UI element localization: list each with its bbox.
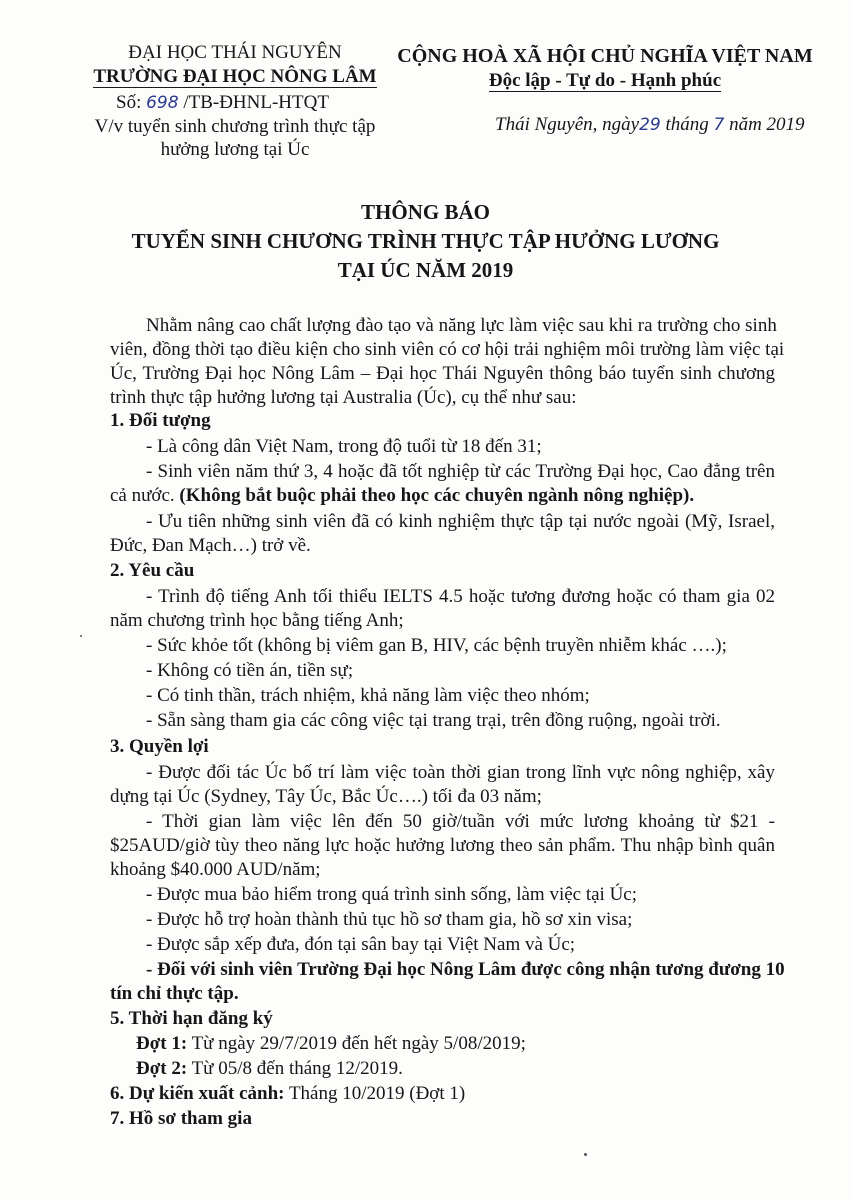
section-2-heading: 2. Yêu cầu [110, 560, 195, 581]
section-2-item-1a: - Trình độ tiếng Anh tối thiểu IELTS 4.5 hoặc tương đương hoặc có tham gia 02 [146, 586, 775, 607]
national-motto: CỘNG HOÀ XÃ HỘI CHỦ NGHĨA VIỆT NAM [397, 45, 813, 67]
title-line-1: THÔNG BÁO [361, 200, 490, 224]
section-1-item-2a: - Sinh viên năm thứ 3, 4 hoặc đã tốt nghiệp từ các Trường Đại học, Cao đẳng trên [146, 461, 775, 482]
scan-speck [80, 635, 82, 637]
national-motto-sub: Độc lập - Tự do - Hạnh phúc [488, 70, 722, 91]
section-3-item-6b: tín chỉ thực tập. [110, 983, 239, 1004]
document-number: Số: 698 /TB-ĐHNL-HTQT [116, 92, 329, 113]
section-6-heading: 6. Dự kiến xuất cảnh: [110, 1083, 285, 1104]
section-1-item-1: - Là công dân Việt Nam, trong độ tuổi từ 18 đến 31; [146, 436, 542, 457]
subject-line-1: V/v tuyển sinh chương trình thực tập [94, 116, 376, 137]
intro-line-1: Nhằm nâng cao chất lượng đào tạo và năng lực làm việc sau khi ra trường cho sinh [146, 315, 777, 336]
section-2-item-2: - Sức khỏe tốt (không bị viêm gan B, HIV, các bệnh truyền nhiễm khác ….); [146, 635, 727, 656]
intro-line-4: trình thực tập hưởng lương tại Australia (Úc), cụ thể như sau: [110, 387, 577, 408]
handwritten-number: 698 [146, 93, 179, 113]
title-line-2: TUYỂN SINH CHƯƠNG TRÌNH THỰC TẬP HƯỞNG LƯƠNG [131, 229, 720, 253]
section-3-item-2b: $25AUD/giờ tùy theo năng lực hoặc hưởng lương theo sản phẩm. Thu nhập bình quân [110, 835, 775, 856]
section-3-item-3: - Được mua bảo hiểm trong quá trình sinh sống, làm việc tại Úc; [146, 884, 638, 905]
scan-speck [584, 1153, 587, 1156]
university-name: ĐẠI HỌC THÁI NGUYÊN [128, 42, 342, 63]
section-3-item-6a: - Đối với sinh viên Trường Đại học Nông Lâm được công nhận tương đương 10 [146, 959, 785, 980]
section-1-item-3b: Đức, Đan Mạch…) trở về. [110, 535, 311, 556]
registration-round-2: Đợt 2: Từ 05/8 đến tháng 12/2019. [136, 1058, 403, 1079]
section-2-item-1b: năm chương trình học bằng tiếng Anh; [110, 610, 404, 631]
section-1-note-bold: (Không bắt buộc phải theo học các chuyên ngành nông nghiệp). [179, 485, 695, 506]
section-3-item-4: - Được hỗ trợ hoàn thành thủ tục hồ sơ tham gia, hồ sơ xin visa; [146, 909, 633, 930]
handwritten-day: 29 [639, 115, 661, 135]
section-3-item-2a: - Thời gian làm việc lên đến 50 giờ/tuần với mức lương khoảng từ $21 - [146, 811, 775, 832]
section-6-line: 6. Dự kiến xuất cảnh: Tháng 10/2019 (Đợt 1) [110, 1083, 466, 1104]
section-1-heading: 1. Đối tượng [110, 410, 211, 431]
section-3-item-1a: - Được đối tác Úc bố trí làm việc toàn thời gian trong lĩnh vực nông nghiệp, xây [146, 762, 775, 783]
section-5-heading: 5. Thời hạn đăng ký [110, 1008, 273, 1029]
intro-line-2: viên, đồng thời tạo điều kiện cho sinh viên có cơ hội trải nghiệm môi trường làm việc tại [110, 339, 785, 360]
registration-round-1: Đợt 1: Từ ngày 29/7/2019 đến hết ngày 5/08/2019; [136, 1033, 526, 1054]
school-name: TRƯỜNG ĐẠI HỌC NÔNG LÂM [93, 66, 377, 87]
section-1-item-2b: cả nước. (Không bắt buộc phải theo học các chuyên ngành nông nghiệp). [110, 485, 695, 506]
handwritten-month: 7 [713, 115, 725, 135]
section-1-item-3a: - Ưu tiên những sinh viên đã có kinh nghiệm thực tập tại nước ngoài (Mỹ, Israel, [146, 511, 775, 532]
intro-line-3: Úc, Trường Đại học Nông Lâm – Đại học Thái Nguyên thông báo tuyển sinh chương [110, 363, 775, 384]
section-3-item-1b: dựng tại Úc (Sydney, Tây Úc, Bắc Úc….) tối đa 03 năm; [110, 786, 542, 807]
section-3-item-2c: khoảng $40.000 AUD/năm; [110, 859, 321, 880]
title-line-3: TẠI ÚC NĂM 2019 [337, 258, 514, 282]
section-2-item-5: - Sẵn sàng tham gia các công việc tại trang trại, trên đồng ruộng, ngoài trời. [146, 710, 721, 731]
subject-line-2: hưởng lương tại Úc [160, 139, 310, 160]
section-7-heading: 7. Hồ sơ tham gia [110, 1108, 252, 1129]
section-3-item-5: - Được sắp xếp đưa, đón tại sân bay tại Việt Nam và Úc; [146, 934, 576, 955]
document-date: Thái Nguyên, ngày29 tháng 7 năm 2019 [495, 114, 805, 135]
section-2-item-4: - Có tinh thần, trách nhiệm, khả năng làm việc theo nhóm; [146, 685, 590, 706]
section-3-heading: 3. Quyền lợi [110, 736, 209, 757]
section-2-item-3: - Không có tiền án, tiền sự; [146, 660, 354, 681]
